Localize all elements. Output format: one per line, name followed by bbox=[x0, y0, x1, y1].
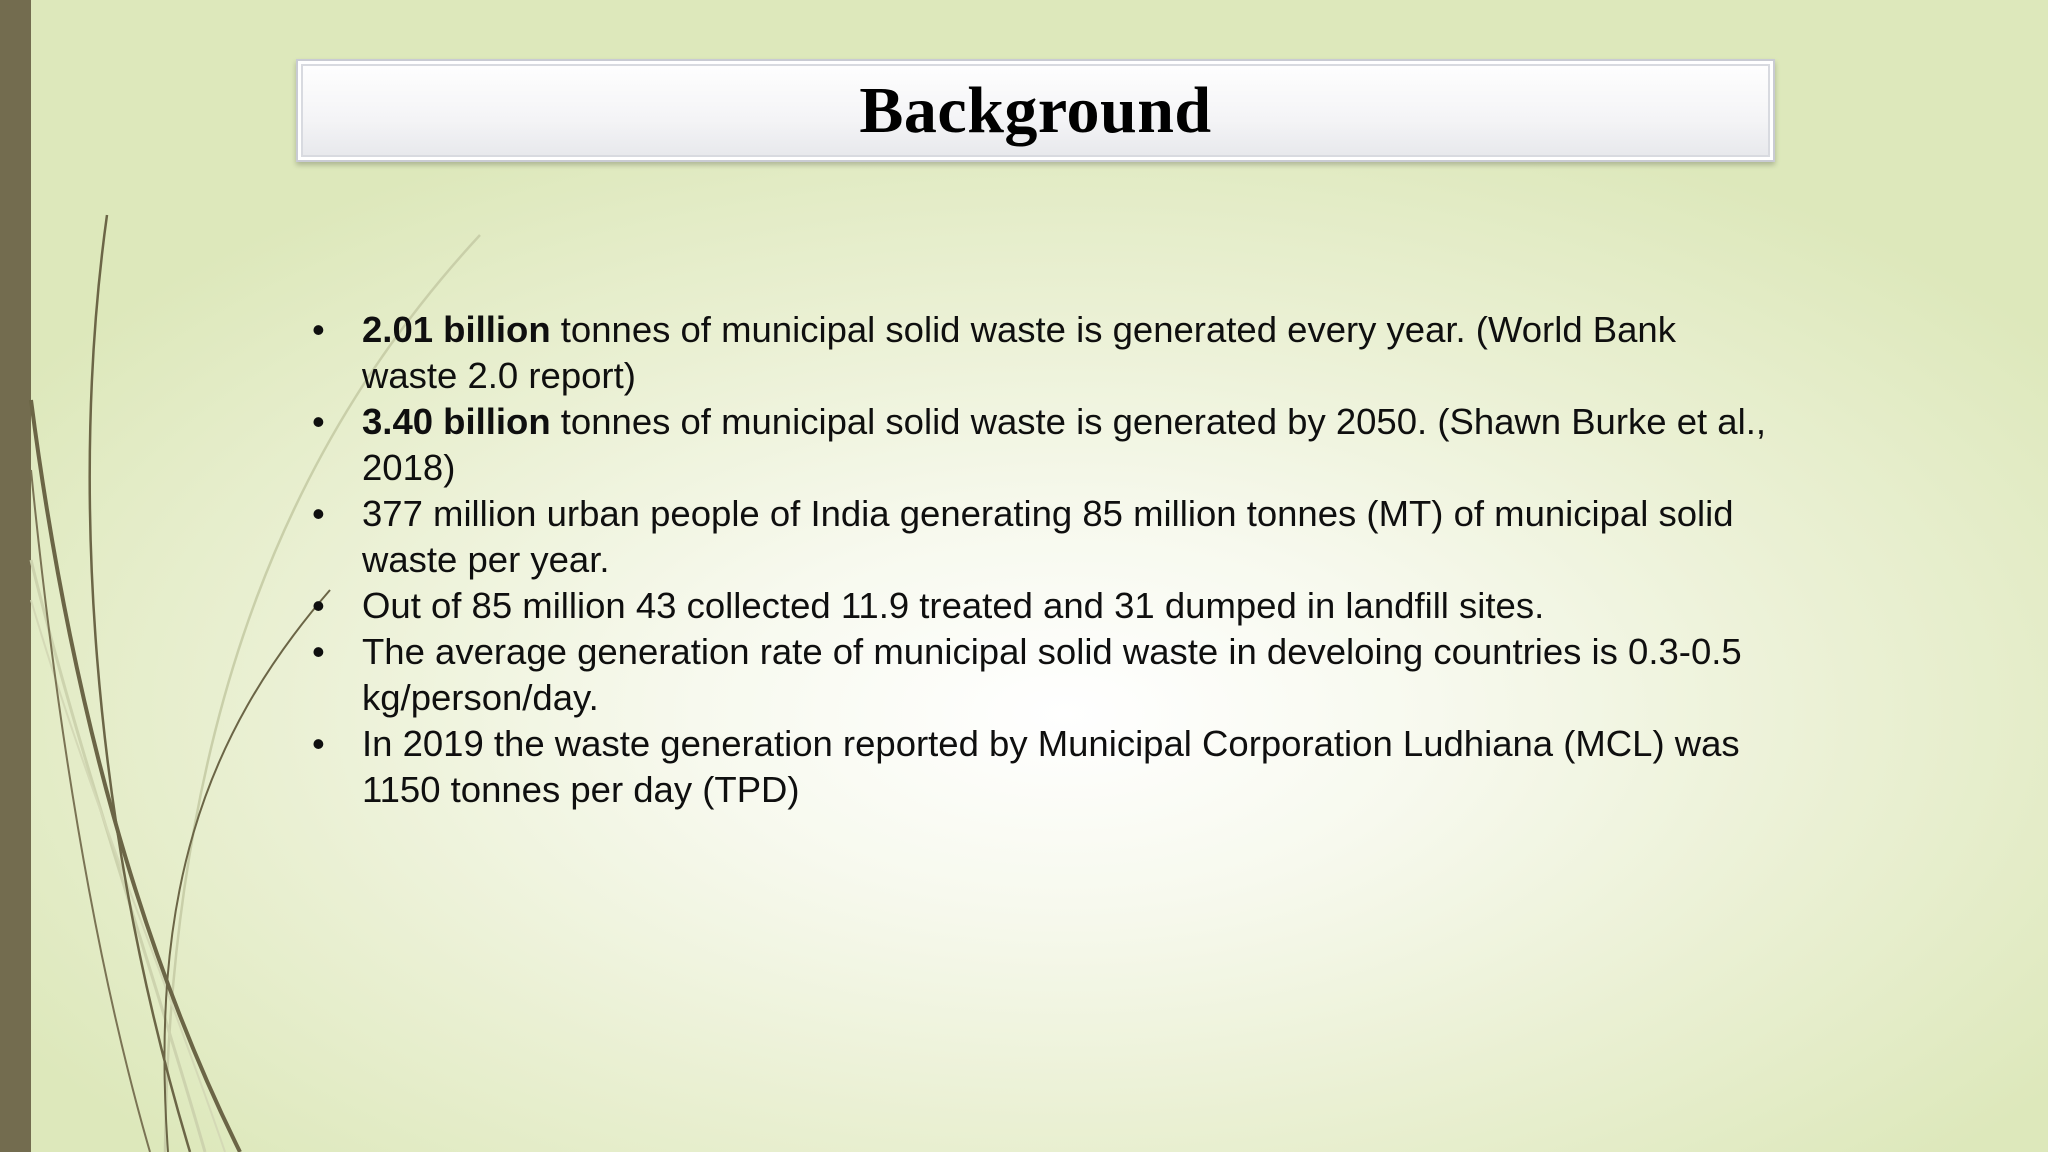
bullet-icon: • bbox=[312, 401, 325, 442]
bullet-text: tonnes of municipal solid waste is generated every year. (World Bank waste 2.0 report) bbox=[362, 309, 1676, 396]
curve-dark-2 bbox=[31, 400, 240, 1152]
bullet-item bbox=[306, 721, 1766, 813]
bullet-list bbox=[306, 307, 1766, 813]
bullet-text: In 2019 the waste generation reported by Municipal Corporation Ludhiana (MCL) was 1150 tonnes per day (TPD) bbox=[362, 723, 1740, 810]
bullet-icon: • bbox=[312, 585, 325, 626]
bullet-item bbox=[306, 583, 1766, 629]
bullet-text: Out of 85 million 43 collected 11.9 treated and 31 dumped in landfill sites. bbox=[362, 585, 1545, 626]
bullet-bold: 2.01 billion bbox=[362, 309, 551, 350]
bullet-bold: 3.40 billion bbox=[362, 401, 551, 442]
bullet-text: tonnes of municipal solid waste is generated by 2050. (Shawn Burke et al., 2018) bbox=[362, 401, 1766, 488]
slide-title: Background bbox=[859, 73, 1212, 147]
bullet-text: The average generation rate of municipal solid waste in develoing countries is 0.3-0.5 kg/person/day. bbox=[362, 631, 1742, 718]
bullet-item bbox=[306, 307, 1766, 399]
title-box bbox=[296, 59, 1775, 162]
bullet-icon: • bbox=[312, 631, 325, 672]
bullet-item bbox=[306, 629, 1766, 721]
bullet-text: 377 million urban people of India generating 85 million tonnes (MT) of municipal solid waste per year. bbox=[362, 493, 1734, 580]
bullet-icon: • bbox=[312, 309, 325, 350]
bullet-item bbox=[306, 491, 1766, 583]
bullet-icon: • bbox=[312, 723, 325, 764]
bullet-icon: • bbox=[312, 493, 325, 534]
bullet-item bbox=[306, 399, 1766, 491]
